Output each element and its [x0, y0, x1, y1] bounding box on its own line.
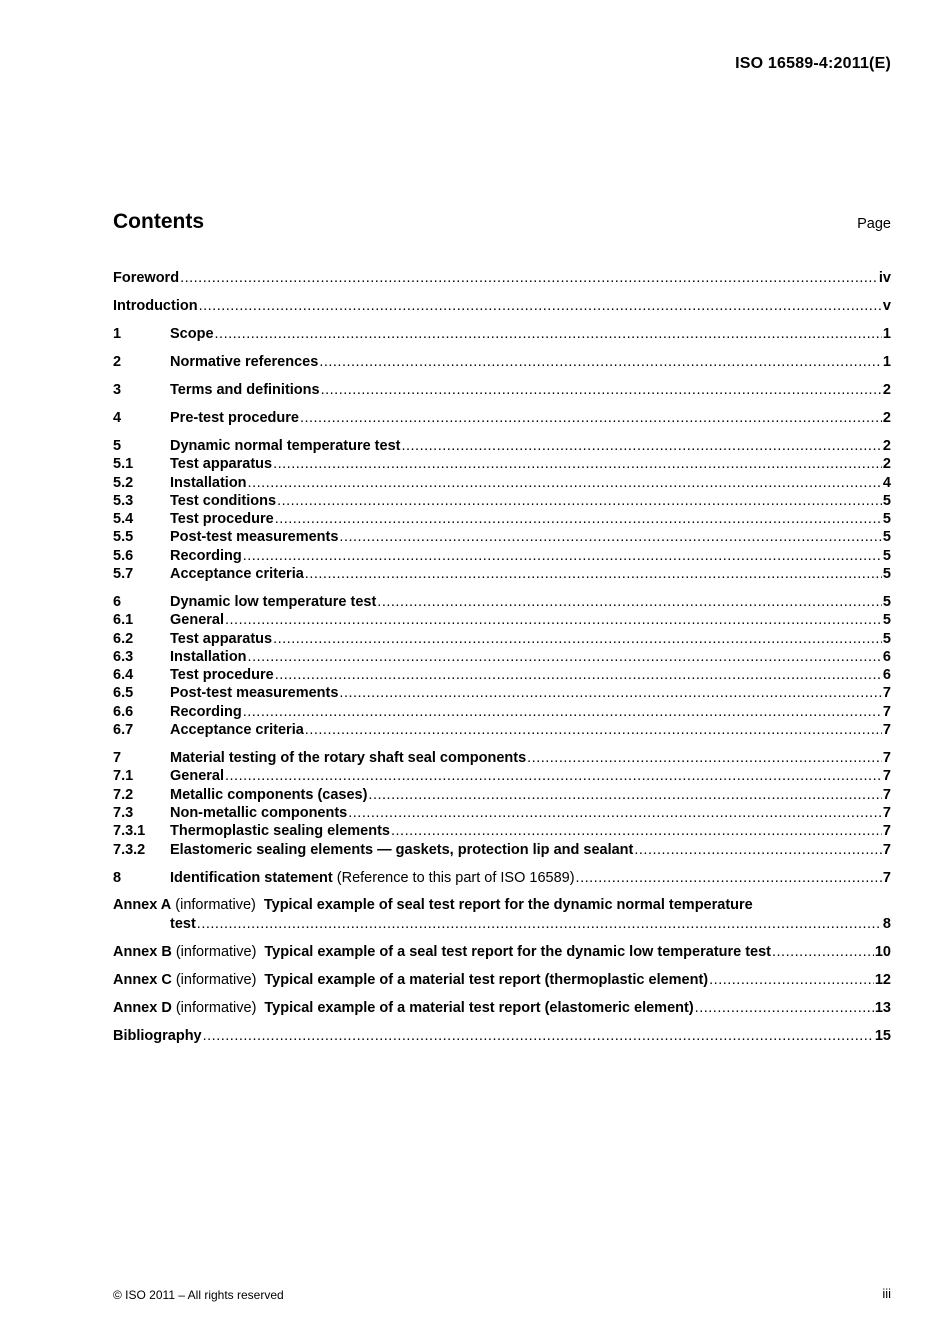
toc-entry-bibliography[interactable] — [113, 1027, 891, 1045]
dot-leader — [377, 593, 882, 611]
toc-number: 5.6 — [113, 547, 134, 564]
toc-entry[interactable] — [113, 841, 891, 859]
toc-page: 5 — [882, 612, 891, 629]
annex-label: Annex B — [113, 943, 172, 960]
annex-info: (informative) — [175, 971, 257, 988]
toc-entry[interactable] — [113, 455, 891, 473]
toc-annex-a-continued[interactable] — [113, 915, 891, 933]
dot-leader — [248, 648, 882, 666]
toc-entry[interactable] — [113, 565, 891, 583]
toc-title-suffix: (Reference to this part of ISO 16589) — [336, 869, 575, 886]
toc-number: 6.5 — [113, 685, 134, 702]
toc-page: 4 — [882, 474, 891, 491]
toc-entry[interactable] — [113, 749, 891, 767]
toc-title: Post-test measurements — [170, 529, 339, 546]
toc-page: 8 — [882, 915, 891, 932]
toc-title: Scope — [170, 325, 214, 342]
dot-leader — [225, 611, 882, 629]
toc-title: Foreword — [113, 270, 180, 286]
toc-number: 2 — [113, 353, 122, 370]
annex-info: (informative) — [175, 999, 257, 1016]
dot-leader — [695, 999, 874, 1017]
toc-entry[interactable] — [113, 474, 891, 492]
toc-page: 6 — [882, 667, 891, 684]
toc-number: 6.6 — [113, 703, 134, 720]
toc-number: 5 — [113, 437, 122, 454]
toc-annex-c[interactable] — [113, 971, 891, 989]
dot-leader — [319, 353, 882, 371]
toc-page: iv — [878, 270, 891, 286]
toc-page: 12 — [874, 971, 891, 988]
toc-title: Test procedure — [170, 667, 274, 684]
toc-number: 5.1 — [113, 456, 134, 473]
toc-title: Acceptance criteria — [170, 565, 304, 582]
toc-page: 7 — [882, 722, 891, 739]
document-id: ISO 16589-4:2011(E) — [735, 55, 891, 72]
toc-number: 6.7 — [113, 722, 134, 739]
toc-page: 1 — [882, 325, 891, 342]
toc-title: Test procedure — [170, 511, 274, 528]
toc-page: 7 — [882, 823, 891, 840]
dot-leader — [348, 804, 882, 822]
annex-info: (informative) — [175, 943, 257, 960]
toc-number: 7 — [113, 750, 122, 767]
toc-entry[interactable] — [113, 611, 891, 629]
annex-label: Annex D — [113, 999, 172, 1016]
toc-entry[interactable] — [113, 409, 891, 427]
toc-page: 7 — [882, 685, 891, 702]
toc-title: Installation — [170, 474, 247, 491]
dot-leader — [243, 703, 882, 721]
toc-title: Recording — [170, 703, 242, 720]
toc-entry[interactable] — [113, 510, 891, 528]
toc-number: 5.4 — [113, 511, 134, 528]
dot-leader — [401, 437, 881, 455]
toc-number: 8 — [113, 869, 122, 886]
toc-entry[interactable] — [113, 353, 891, 371]
toc-title: Recording — [170, 547, 242, 564]
toc-annex-d[interactable] — [113, 999, 891, 1017]
toc-entry[interactable] — [113, 325, 891, 343]
toc-entry[interactable] — [113, 786, 891, 804]
toc-page: 5 — [882, 511, 891, 528]
toc-entry[interactable] — [113, 381, 891, 399]
toc-number: 7.2 — [113, 786, 134, 803]
toc-page: 5 — [882, 529, 891, 546]
toc-title: Test apparatus — [170, 456, 273, 473]
toc-title: Test apparatus — [170, 630, 273, 647]
toc-number: 3 — [113, 381, 122, 398]
annex-title: Typical example of a seal test report for the dynamic low temperature test — [264, 943, 771, 960]
toc-entry[interactable] — [113, 492, 891, 510]
toc-title: General — [170, 612, 224, 629]
page-column-label: Page — [857, 216, 891, 232]
toc-page: 5 — [882, 565, 891, 582]
dot-leader — [248, 474, 882, 492]
toc-entry[interactable] — [113, 703, 891, 721]
toc-title: General — [170, 768, 224, 785]
toc-page: 7 — [882, 750, 891, 767]
dot-leader — [273, 630, 882, 648]
toc-number: 6.3 — [113, 648, 134, 665]
dot-leader — [634, 841, 882, 859]
toc-page: 2 — [882, 437, 891, 454]
toc-title: Pre-test procedure — [170, 409, 299, 426]
toc-page: 7 — [882, 703, 891, 720]
toc-page: 7 — [882, 841, 891, 858]
page-number: iii — [882, 1286, 891, 1301]
toc-entry[interactable] — [113, 437, 891, 455]
dot-leader — [300, 409, 882, 427]
toc-title: Dynamic low temperature test — [170, 593, 377, 610]
toc-page: 10 — [874, 943, 891, 960]
toc-number: 7.3.1 — [113, 823, 146, 840]
toc-entry-foreword[interactable] — [113, 269, 891, 287]
toc-page: 7 — [882, 869, 891, 886]
dot-leader — [305, 721, 882, 739]
toc-page: 13 — [874, 999, 891, 1016]
toc-title: Elastomeric sealing elements — gaskets, protection lip and sealant — [170, 841, 634, 858]
dot-leader — [391, 822, 882, 840]
toc-number: 6 — [113, 593, 122, 610]
toc-entry[interactable] — [113, 666, 891, 684]
dot-leader — [197, 915, 882, 933]
toc-number: 7.3 — [113, 804, 134, 821]
toc-annex-b[interactable] — [113, 943, 891, 961]
toc-page: 1 — [882, 353, 891, 370]
toc-number: 6.1 — [113, 612, 134, 629]
dot-leader — [275, 666, 882, 684]
dot-leader — [273, 455, 882, 473]
toc-title-main: Identification statement — [170, 869, 333, 886]
toc-page: 5 — [882, 630, 891, 647]
dot-leader — [527, 749, 882, 767]
contents-header — [113, 210, 891, 234]
toc-title: Introduction — [113, 297, 198, 314]
toc-entry[interactable] — [113, 528, 891, 546]
toc-number: 5.7 — [113, 565, 134, 582]
annex-info: (informative) — [175, 897, 256, 914]
toc-number: 6.4 — [113, 667, 134, 684]
toc-title: Thermoplastic sealing elements — [170, 823, 390, 840]
toc-page: 2 — [882, 456, 891, 473]
toc-entry[interactable] — [113, 721, 891, 739]
toc-title: Normative references — [170, 353, 319, 370]
toc-page: 7 — [882, 786, 891, 803]
toc-number: 1 — [113, 325, 122, 342]
toc-annex-a[interactable] — [113, 896, 891, 914]
copyright-notice: © ISO 2011 – All rights reserved — [113, 1288, 284, 1302]
dot-leader — [215, 325, 882, 343]
toc-entry[interactable] — [113, 648, 891, 666]
toc-title: Bibliography — [113, 1027, 202, 1044]
table-of-contents — [113, 269, 891, 1045]
toc-title: Post-test measurements — [170, 685, 339, 702]
toc-entry[interactable] — [113, 822, 891, 840]
toc-page: 2 — [882, 381, 891, 398]
toc-number: 5.3 — [113, 492, 134, 509]
toc-entry[interactable] — [113, 630, 891, 648]
dot-leader — [203, 1027, 874, 1045]
toc-title: Test conditions — [170, 492, 277, 509]
annex-title: Typical example of a material test report (elastomeric element) — [264, 999, 694, 1016]
annex-title: Typical example of a material test report (thermoplastic element) — [264, 971, 709, 988]
toc-page: 6 — [882, 648, 891, 665]
toc-entry[interactable] — [113, 593, 891, 611]
toc-page: 2 — [882, 409, 891, 426]
dot-leader — [243, 547, 882, 565]
annex-label: Annex C — [113, 971, 172, 988]
toc-title — [170, 869, 575, 887]
dot-leader — [180, 269, 878, 287]
toc-title: Non-metallic components — [170, 804, 348, 821]
toc-entry[interactable] — [113, 547, 891, 565]
toc-title: Metallic components (cases) — [170, 786, 368, 803]
toc-number: 7.3.2 — [113, 841, 146, 858]
toc-title: Installation — [170, 648, 247, 665]
toc-page: 7 — [882, 804, 891, 821]
toc-page: v — [882, 297, 891, 314]
toc-page: 5 — [882, 547, 891, 564]
contents-title: Contents — [113, 210, 204, 233]
toc-page: 15 — [874, 1027, 891, 1044]
dot-leader — [225, 767, 882, 785]
dot-leader — [339, 684, 882, 702]
dot-leader — [321, 381, 882, 399]
toc-number: 5.2 — [113, 474, 134, 491]
toc-title: Terms and definitions — [170, 381, 320, 398]
toc-entry[interactable] — [113, 869, 891, 887]
dot-leader — [576, 869, 882, 887]
dot-leader — [305, 565, 882, 583]
dot-leader — [199, 297, 882, 315]
dot-leader — [275, 510, 882, 528]
toc-number: 4 — [113, 409, 122, 426]
toc-title: Acceptance criteria — [170, 722, 304, 739]
toc-entry[interactable] — [113, 804, 891, 822]
annex-title: Typical example of seal test report for the dynamic normal temperature — [263, 897, 753, 914]
toc-page: 5 — [882, 593, 891, 610]
dot-leader — [772, 943, 874, 961]
toc-entry-introduction[interactable] — [113, 297, 891, 315]
toc-page: 7 — [882, 768, 891, 785]
toc-number: 6.2 — [113, 630, 134, 647]
dot-leader — [277, 492, 882, 510]
toc-title: Dynamic normal temperature test — [170, 437, 401, 454]
toc-entry[interactable] — [113, 684, 891, 702]
toc-title: Material testing of the rotary shaft seal components — [170, 750, 527, 767]
toc-number: 5.5 — [113, 529, 134, 546]
dot-leader — [709, 971, 874, 989]
dot-leader — [368, 786, 882, 804]
dot-leader — [339, 528, 882, 546]
annex-title-continued: test — [170, 915, 196, 932]
toc-entry[interactable] — [113, 767, 891, 785]
toc-number: 7.1 — [113, 768, 134, 785]
annex-label: Annex A — [113, 897, 172, 914]
toc-page: 5 — [882, 492, 891, 509]
